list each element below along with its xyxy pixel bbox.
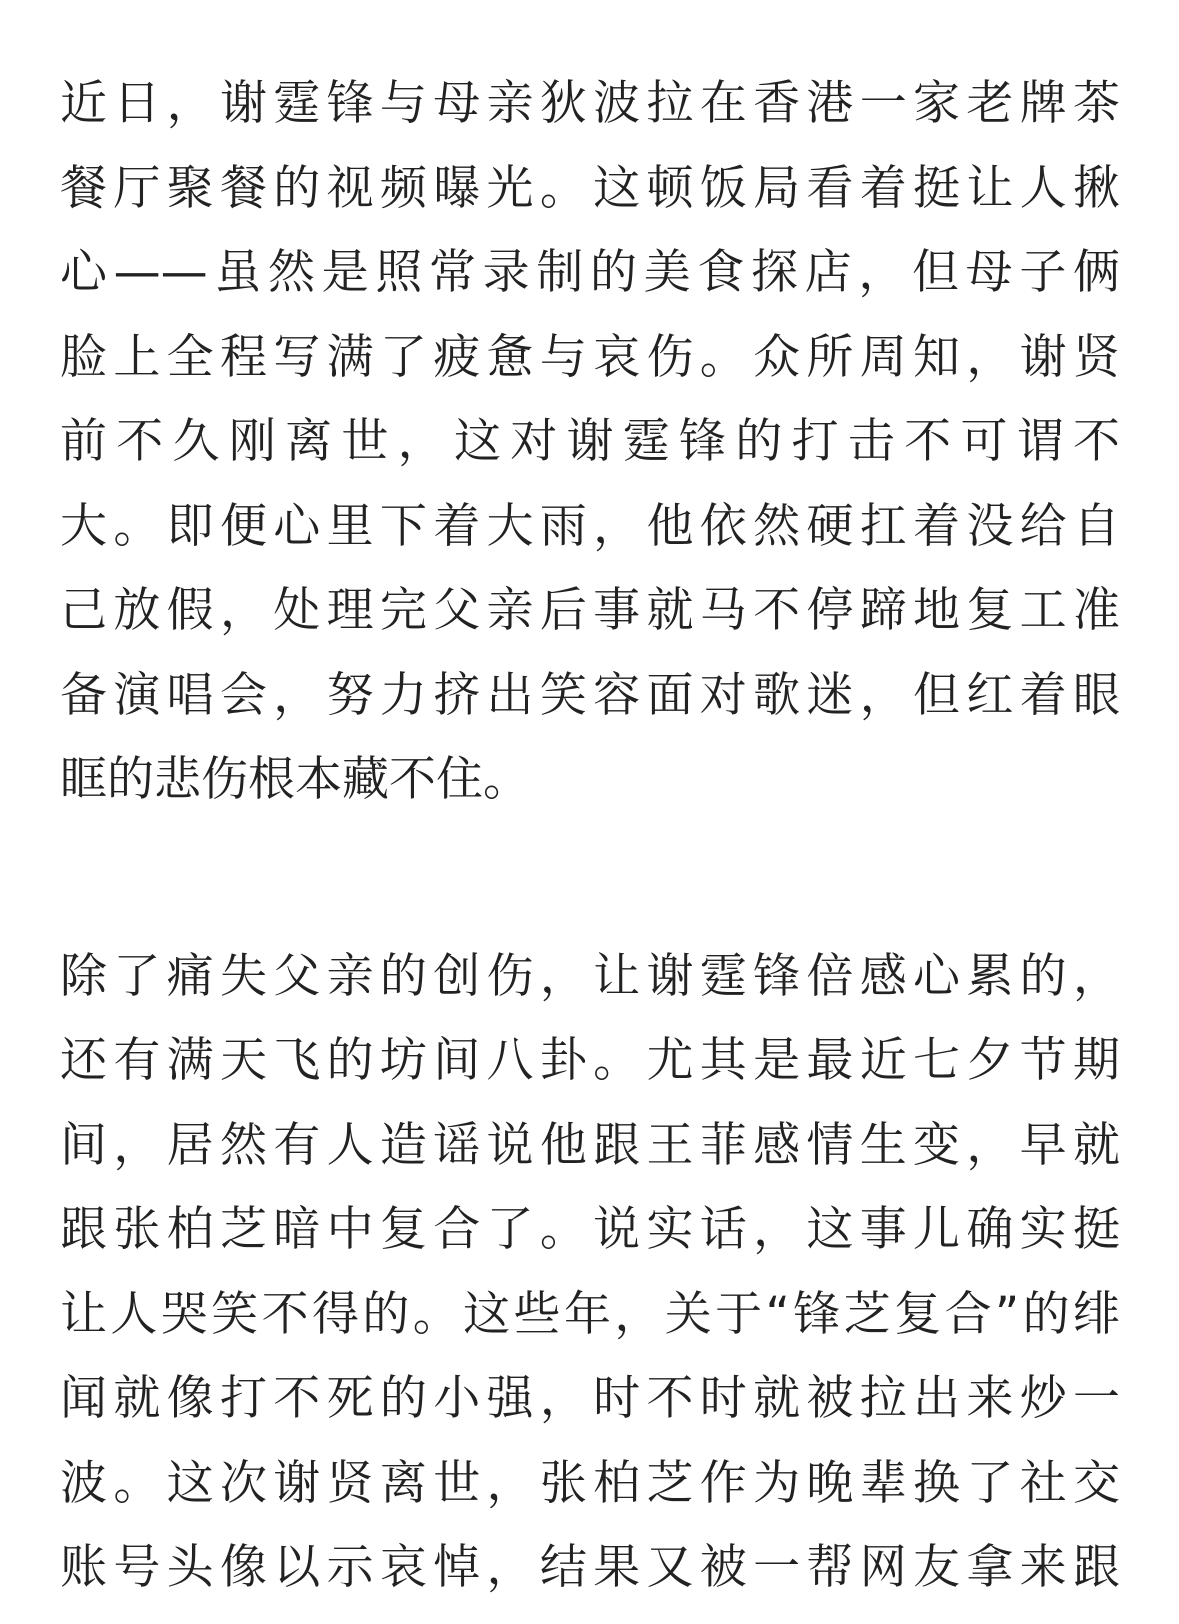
text-line: 心——虽然是照常录制的美食探店，但母子俩 [60, 245, 1120, 300]
article-body [60, 62, 1120, 1611]
text-line: 眶的悲伤根本藏不住。 [60, 752, 530, 807]
text-line: 波。这次谢贤离世，张柏芝作为晚辈换了社交 [60, 1455, 1120, 1511]
text-line: 账号头像以示哀悼，结果又被一帮网友拿来跟 [60, 1540, 1120, 1595]
text-line: 大。即便心里下着大雨，他依然硬扛着没给自 [60, 498, 1120, 554]
text-line: 餐厅聚餐的视频曝光。这顿饭局看着挺让人揪 [60, 160, 1120, 216]
text-line: 闻就像打不死的小强，时不时就被拉出来炒一 [60, 1371, 1120, 1426]
text-line: 让人哭笑不得的。这些年，关于“锋芝复合”的绯 [60, 1286, 1120, 1342]
text-line: 跟张柏芝暗中复合了。说实话，这事儿确实挺 [60, 1202, 1120, 1257]
text-line: 备演唱会，努力挤出笑容面对歌迷，但红着眼 [60, 667, 1120, 723]
text-line: 间，居然有人造谣说他跟王菲感情生变，早就 [60, 1117, 1120, 1173]
text-line: 近日，谢霆锋与母亲狄波拉在香港一家老牌茶 [60, 76, 1120, 131]
text-line: 除了痛失父亲的创伤，让谢霆锋倍感心累的， [60, 948, 1120, 1004]
text-line: 前不久刚离世，这对谢霆锋的打击不可谓不 [60, 414, 1120, 469]
text-line: 脸上全程写满了疲惫与哀伤。众所周知，谢贤 [60, 329, 1120, 385]
text-line: 己放假，处理完父亲后事就马不停蹄地复工准 [60, 583, 1120, 638]
paragraph-2 [60, 935, 1120, 1611]
text-line: 还有满天飞的坊间八卦。尤其是最近七夕节期 [60, 1033, 1120, 1088]
paragraph-1 [60, 62, 1120, 823]
paragraph-spacer [60, 823, 1120, 935]
